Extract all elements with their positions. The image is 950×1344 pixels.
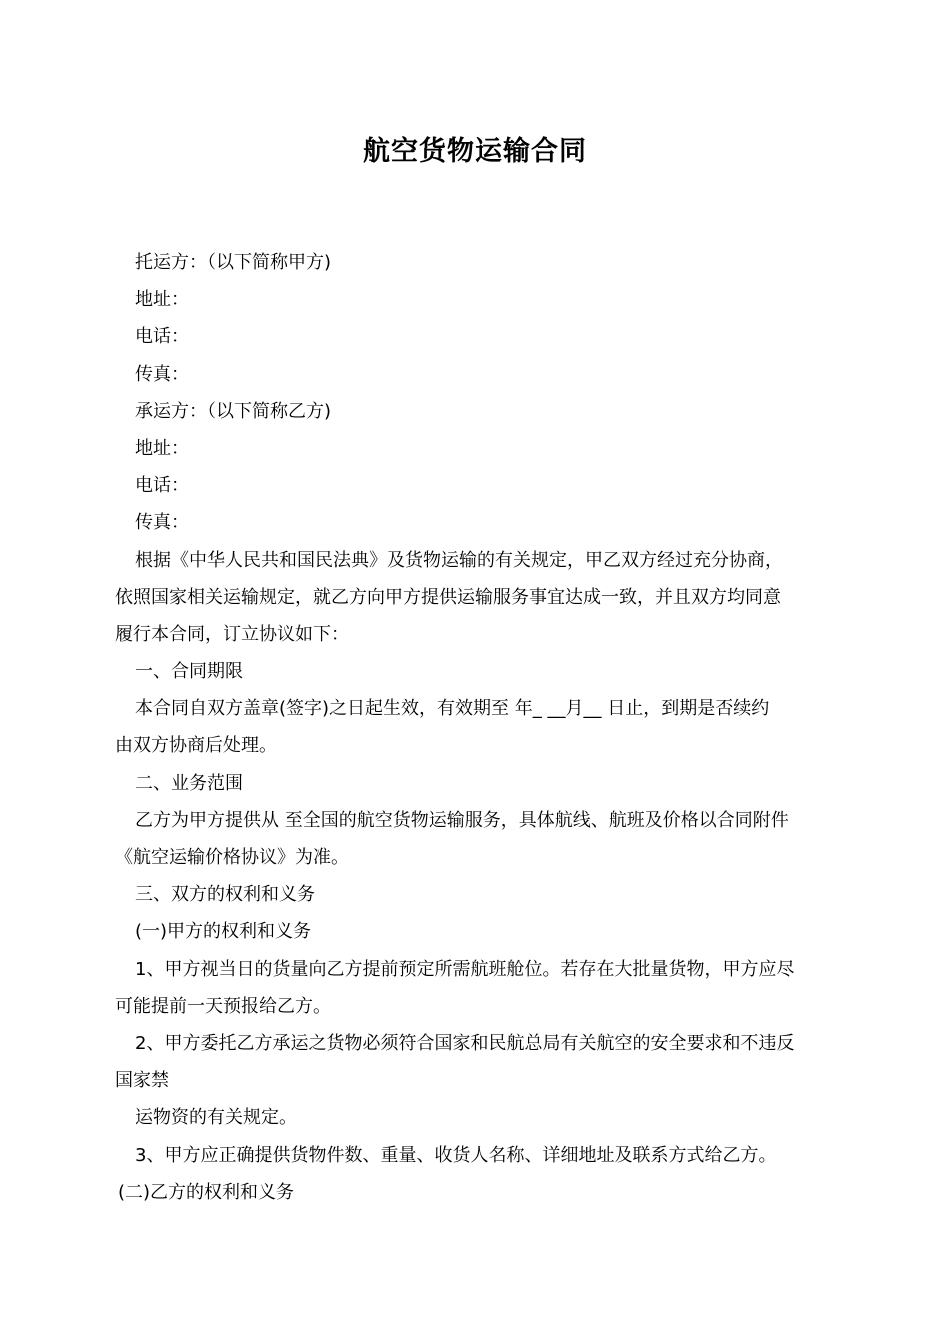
section-2-heading: 二、业务范围: [135, 772, 243, 794]
preamble-line-3: 履行本合同，订立协议如下：: [115, 623, 349, 645]
section-3-heading: 三、双方的权利和义务: [135, 884, 315, 906]
clause-2-text-2: 国家禁: [115, 1070, 169, 1092]
section-1-text-1: 本合同自双方盖章(签字)之日起生效，有效期至 年_ __月__ 日止，到期是否续约: [135, 698, 770, 720]
shipper-address-line: 地址：: [135, 289, 189, 311]
carrier-address-line: 地址：: [135, 437, 189, 459]
carrier-phone-line: 电话：: [135, 475, 189, 497]
carrier-fax-line: 传真：: [135, 512, 189, 534]
subsection-b-heading: (二)乙方的权利和义务: [118, 1181, 295, 1203]
section-1-text-2: 由双方协商后处理。: [115, 735, 277, 757]
section-2-text-1: 乙方为甲方提供从 至全国的航空货物运输服务，具体航线、航班及价格以合同附件: [135, 809, 789, 831]
shipper-phone-line: 电话：: [135, 326, 189, 348]
shipper-line: 托运方：（以下简称甲方): [135, 252, 332, 273]
preamble-line-1: 根据《中华人民共和国民法典》及货物运输的有关规定，甲乙双方经过充分协商，: [135, 549, 783, 571]
carrier-line: 承运方：（以下简称乙方): [135, 400, 332, 422]
document-title: 航空货物运输合同: [363, 136, 587, 167]
clause-2-text-1: 2、甲方委托乙方承运之货物必须符合国家和民航总局有关航空的安全要求和不违反: [135, 1032, 795, 1054]
section-1-heading: 一、合同期限: [135, 661, 243, 683]
preamble-line-2: 依照国家相关运输规定，就乙方向甲方提供运输服务事宜达成一致，并且双方均同意: [115, 586, 781, 608]
clause-3-text: 3、甲方应正确提供货物件数、重量、收货人名称、详细地址及联系方式给乙方。: [135, 1144, 777, 1166]
clause-2-text-3: 运物资的有关规定。: [135, 1107, 297, 1129]
clause-1-text-1: 1、甲方视当日的货量向乙方提前预定所需航班舱位。若存在大批量货物，甲方应尽: [135, 958, 795, 980]
document-body: [115, 244, 840, 1211]
section-2-text-2: 《航空运输价格协议》为准。: [115, 847, 349, 868]
shipper-fax-line: 传真：: [135, 363, 189, 385]
subsection-a-heading: (一)甲方的权利和义务: [135, 921, 312, 943]
clause-1-text-2: 可能提前一天预报给乙方。: [115, 995, 331, 1017]
